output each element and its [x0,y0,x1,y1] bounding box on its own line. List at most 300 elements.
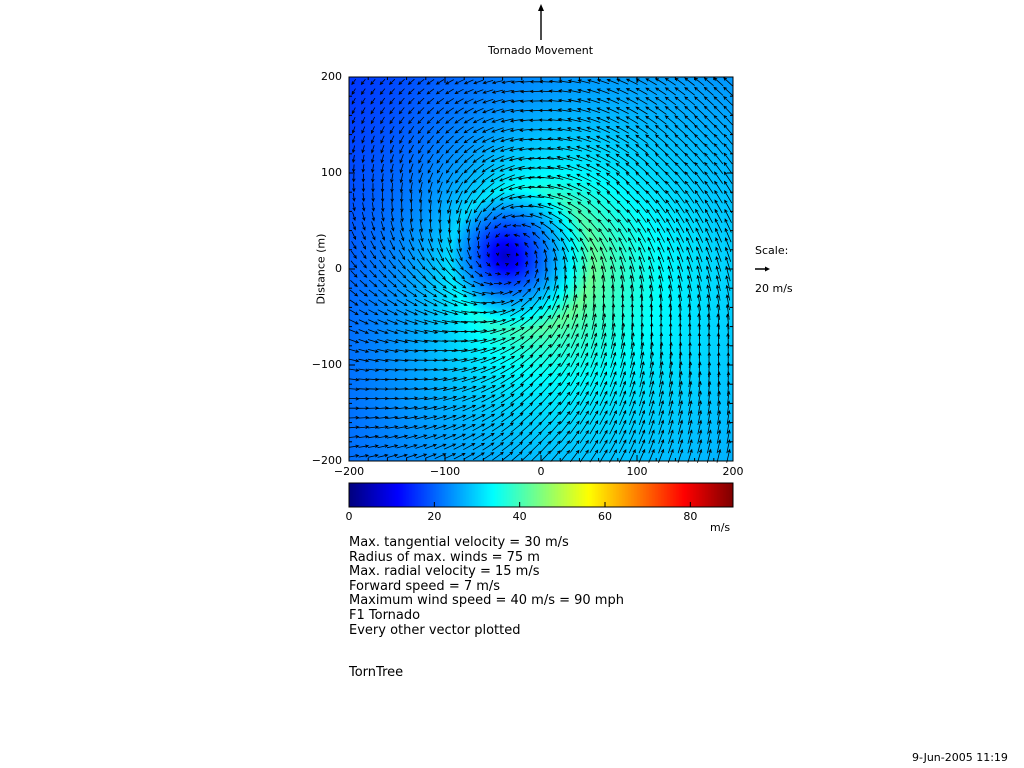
vector-arrow [409,89,415,94]
vector-arrow [371,241,376,249]
vector-arrow [446,164,453,173]
vector-arrow [486,262,490,266]
vector-arrow [416,289,427,296]
vector-arrow [418,89,424,94]
vector-arrow [574,285,577,301]
vector-arrow [391,164,394,173]
vector-arrow [551,451,560,462]
vector-arrow [377,388,388,391]
vector-arrow [464,155,473,163]
vector-arrow [398,270,406,278]
vector-arrow [646,126,657,134]
vector-arrow [361,241,365,249]
vector-arrow [675,107,685,115]
vector-arrow [531,432,541,442]
vector-arrow [646,79,657,85]
vector-arrow [406,289,416,296]
vector-arrow [724,87,733,95]
vector-arrow [372,222,375,231]
vector-arrow [359,349,369,352]
vector-arrow [685,116,695,125]
vector-arrow [418,98,424,104]
vector-arrow [380,241,385,250]
vector-arrow [362,212,365,220]
vector-arrow [550,422,560,434]
vector-arrow [362,89,366,95]
vector-arrow [406,416,417,419]
vector-arrow [510,346,523,355]
vector-arrow [409,164,413,173]
vector-arrow [505,273,509,276]
vector-arrow [372,174,375,182]
vector-arrow [410,201,413,212]
vector-arrow [695,106,704,115]
vector-arrow [349,407,359,410]
vector-arrow [627,89,638,95]
vector-arrow [389,260,396,269]
vector-arrow [704,116,713,125]
vector-arrow [512,452,522,461]
parameter-line: Forward speed = 7 m/s [349,578,501,594]
y-tick-label: −100 [311,358,342,371]
vector-arrow [359,445,369,448]
vector-arrow [724,153,732,164]
vector-arrow [417,269,426,279]
vector-arrow [400,164,403,173]
vector-arrow [437,145,444,153]
vector-arrow [380,98,384,104]
vector-arrow [476,221,480,231]
y-tick-label: 0 [335,262,342,275]
vector-arrow [497,243,500,246]
parameter-list [349,536,624,638]
vector-arrow [381,202,384,211]
vector-arrow [473,146,483,153]
x-tick-label: 100 [626,465,648,478]
vector-arrow [377,330,387,334]
vector-arrow [531,412,542,423]
vector-arrow [371,155,374,163]
vector-arrow [391,211,394,221]
x-tick-label: −200 [333,465,365,478]
vector-arrow [500,309,515,315]
vector-arrow [425,289,437,297]
vector-arrow [387,445,397,448]
vector-arrow [381,231,385,240]
vector-arrow [368,426,378,429]
vector-arrow [380,89,385,95]
vector-arrow [401,221,404,231]
x-tick-label: −100 [429,465,461,478]
vector-arrow [685,163,694,174]
vector-arrow [415,299,427,305]
vector-arrow [494,213,503,219]
vector-arrow [444,454,455,459]
vector-arrow [491,174,505,182]
vector-arrow [533,288,540,298]
vector-arrow [408,259,415,269]
vector-arrow [558,147,573,151]
vector-arrow [656,163,667,174]
vector-arrow [378,445,388,448]
vector-arrow [636,145,648,154]
vector-arrow [352,127,355,134]
vector-arrow [724,78,733,86]
vector-arrow [483,443,494,450]
vector-arrow [368,416,378,419]
vector-arrow [675,88,685,95]
vector-arrow [387,435,398,438]
vector-arrow [475,271,482,276]
vector-arrow [427,89,434,94]
vector-arrow [714,163,722,174]
vector-arrow [369,300,378,306]
vector-arrow [388,270,396,278]
vector-arrow [531,442,541,452]
vector-arrow [665,107,675,115]
vector-arrow [446,136,454,143]
vector-arrow [512,442,523,451]
vector-arrow [418,108,424,114]
vector-arrow [381,221,384,230]
vector-arrow [378,310,388,315]
vector-arrow [531,451,541,461]
vector-arrow [368,388,378,391]
vector-arrow [371,79,375,84]
vector-arrow [437,98,444,103]
model-name: TornTree [349,665,404,680]
scale-arrow-head [765,267,770,272]
vector-arrow [358,426,368,429]
vector-arrow [409,117,414,124]
vector-arrow [493,291,503,294]
vector-arrow [592,314,596,330]
vector-arrow [501,366,515,374]
vector-arrow [583,295,587,311]
vector-arrow [714,134,723,144]
vector-arrow [599,229,608,242]
vector-arrow [388,290,397,297]
vector-arrow [512,433,523,442]
vector-arrow [500,184,515,191]
vector-arrow [454,453,465,459]
vector-arrow [590,238,598,252]
vector-arrow [381,155,384,163]
vector-arrow [410,211,413,222]
vector-arrow [571,238,579,252]
vector-arrow [646,163,657,174]
vector-arrow [349,445,359,448]
vector-arrow [714,87,723,95]
vector-arrow [368,369,378,372]
vector-arrow [399,108,404,114]
vector-arrow [434,279,446,288]
vector-arrow [724,97,733,106]
vector-arrow [505,264,508,267]
vector-arrow [387,426,398,429]
vector-arrow [410,182,413,192]
vector-arrow [437,117,444,123]
vector-arrow [377,435,387,438]
vector-arrow [370,260,376,268]
vector-arrow [390,126,394,133]
vector-arrow [369,280,377,287]
vector-arrow [446,80,454,84]
vector-arrow [349,378,359,381]
scale-value: 20 m/s [755,282,793,295]
vector-arrow [369,290,377,296]
vector-arrow [474,108,484,113]
vector-arrow [349,426,359,429]
vector-arrow [491,165,504,172]
vector-arrow [714,153,723,164]
vector-arrow [528,186,544,189]
vector-arrow [573,295,577,311]
vector-arrow [352,241,356,248]
vector-arrow [428,164,433,173]
vector-arrow [398,260,405,269]
vector-arrow [368,397,378,400]
movement-arrow-head [538,4,544,11]
vector-arrow [352,222,355,230]
vector-arrow [505,234,510,237]
vector-arrow [368,320,378,324]
vector-arrow [377,416,388,419]
vector-arrow [371,89,375,95]
vector-arrow [362,127,365,134]
vector-arrow [397,290,407,297]
vector-arrow [409,154,413,163]
vector-arrow [675,116,685,125]
vector-arrow [550,221,561,231]
vector-arrow [580,229,589,242]
vector-arrow [372,212,375,221]
scale-label: Scale: [755,244,789,257]
vector-arrow [437,80,444,85]
vector-arrow [477,241,480,249]
vector-arrow [548,147,563,150]
vector-arrow [359,455,369,458]
vector-arrow [724,116,733,125]
vector-arrow [590,450,598,462]
vector-arrow [377,340,388,344]
vector-arrow [582,314,587,329]
vector-arrow [352,146,355,153]
vector-arrow [353,193,356,201]
vector-arrow [381,174,384,183]
vector-arrow [352,117,355,123]
vector-arrow [705,163,714,174]
vector-arrow [352,174,355,182]
vector-arrow [724,144,732,154]
vector-arrow [491,301,504,304]
vector-arrow [551,441,561,452]
vector-arrow [400,230,404,240]
vector-arrow [636,117,647,124]
y-tick-label: 200 [321,70,342,83]
vector-arrow [675,78,685,85]
vector-arrow [407,269,415,278]
vector-arrow [350,280,357,286]
vector-arrow [562,247,567,262]
vector-arrow [359,339,369,343]
vector-arrow [514,281,520,285]
vector-arrow [446,145,453,153]
vector-arrow [601,333,606,348]
vector-arrow [465,270,474,278]
vector-arrow [396,310,407,315]
vector-arrow [695,144,704,154]
vector-arrow [551,431,561,442]
vector-arrow [390,117,394,124]
vector-arrow [370,251,375,259]
vector-arrow [368,435,378,438]
vector-arrow [350,320,359,324]
vector-arrow [592,324,597,339]
timestamp: 9-Jun-2005 11:19 [912,751,1008,764]
vector-arrow [390,108,395,114]
vector-arrow [471,302,486,305]
vector-arrow [464,127,473,133]
vector-arrow [410,173,413,183]
vector-arrow [484,212,492,220]
vector-arrow [528,157,544,160]
vector-arrow [474,281,484,286]
vector-arrow [408,79,414,84]
vector-arrow [636,163,648,173]
vector-arrow [362,193,365,201]
vector-arrow [427,126,433,133]
vector-arrow [362,117,365,123]
vector-arrow [378,320,388,325]
vector-arrow [359,320,368,324]
vector-arrow [409,98,415,104]
vector-arrow [378,300,387,306]
vector-arrow [377,359,388,362]
vector-arrow [533,232,540,238]
vector-arrow [621,295,624,311]
vector-arrow [455,80,463,84]
vector-arrow [611,353,616,368]
vector-arrow [419,182,422,192]
vector-arrow [390,155,393,163]
vector-arrow [476,261,481,267]
vector-arrow [380,79,385,84]
vector-arrow [525,243,529,248]
vector-arrow [548,175,564,179]
vector-arrow [563,285,567,301]
vector-arrow [362,203,365,211]
vector-arrow [362,108,365,114]
vector-arrow [371,145,374,152]
vector-arrow [591,333,597,348]
vector-arrow [362,183,365,191]
vector-arrow [704,87,713,95]
vector-arrow [484,282,493,285]
vector-arrow [418,79,424,84]
vector-arrow [477,251,480,258]
parameter-line: Every other vector plotted [349,622,521,638]
vector-arrow [531,297,541,309]
vector-arrow [656,126,667,135]
vector-arrow [368,359,378,362]
vector-arrow [437,164,443,173]
vector-arrow [349,397,359,400]
vector-arrow [358,416,368,419]
vector-arrow [396,320,407,325]
vector-arrow [523,289,531,297]
vector-arrow [464,453,475,459]
vector-arrow [350,290,357,296]
vector-arrow [695,125,704,134]
vector-arrow [493,81,503,84]
vector-arrow [704,125,713,134]
vector-arrow [464,145,473,152]
vector-arrow [626,107,638,114]
parameter-line: Radius of max. winds = 75 m [349,549,540,565]
vector-arrow [349,359,359,362]
vector-arrow [524,233,530,237]
vector-arrow [570,451,579,462]
vector-arrow [358,397,368,400]
vector-arrow [377,397,388,400]
vector-arrow [387,320,398,325]
vector-arrow [685,106,695,114]
vector-arrow [387,310,397,315]
vector-arrow [503,291,513,295]
vector-arrow [646,107,657,114]
vector-arrow [695,87,704,95]
vector-arrow [368,407,378,410]
vector-arrow [419,145,424,153]
vector-arrow [461,311,477,314]
vector-arrow [581,247,587,262]
vector-arrow [705,135,714,145]
vector-arrow [548,166,564,170]
vector-arrow [675,153,685,163]
vector-arrow [351,251,356,258]
vector-arrow [400,173,403,182]
vector-arrow [362,155,365,162]
vector-arrow [446,127,454,134]
vector-arrow [646,116,657,124]
vector-arrow [473,164,484,172]
vector-arrow [636,135,648,143]
vector-arrow [675,125,685,134]
vector-arrow [368,330,378,334]
vector-arrow [353,203,356,211]
vector-arrow [675,163,685,174]
vector-arrow [360,280,367,286]
vector-arrow [474,136,484,142]
vector-arrow [362,98,366,104]
vector-arrow [685,88,695,96]
vector-arrow [425,454,436,459]
vector-arrow [359,435,369,438]
vector-arrow [724,106,733,115]
vector-arrow [502,452,513,460]
vector-arrow [352,136,355,143]
vector-arrow [380,250,385,259]
y-axis-label: Distance (m) [314,233,328,305]
vector-arrow [352,108,355,114]
vector-arrow [400,183,403,193]
vector-arrow [399,79,405,84]
vector-arrow [502,442,513,450]
vector-arrow [666,88,676,95]
vector-arrow [387,454,397,457]
vector-arrow [368,454,378,457]
